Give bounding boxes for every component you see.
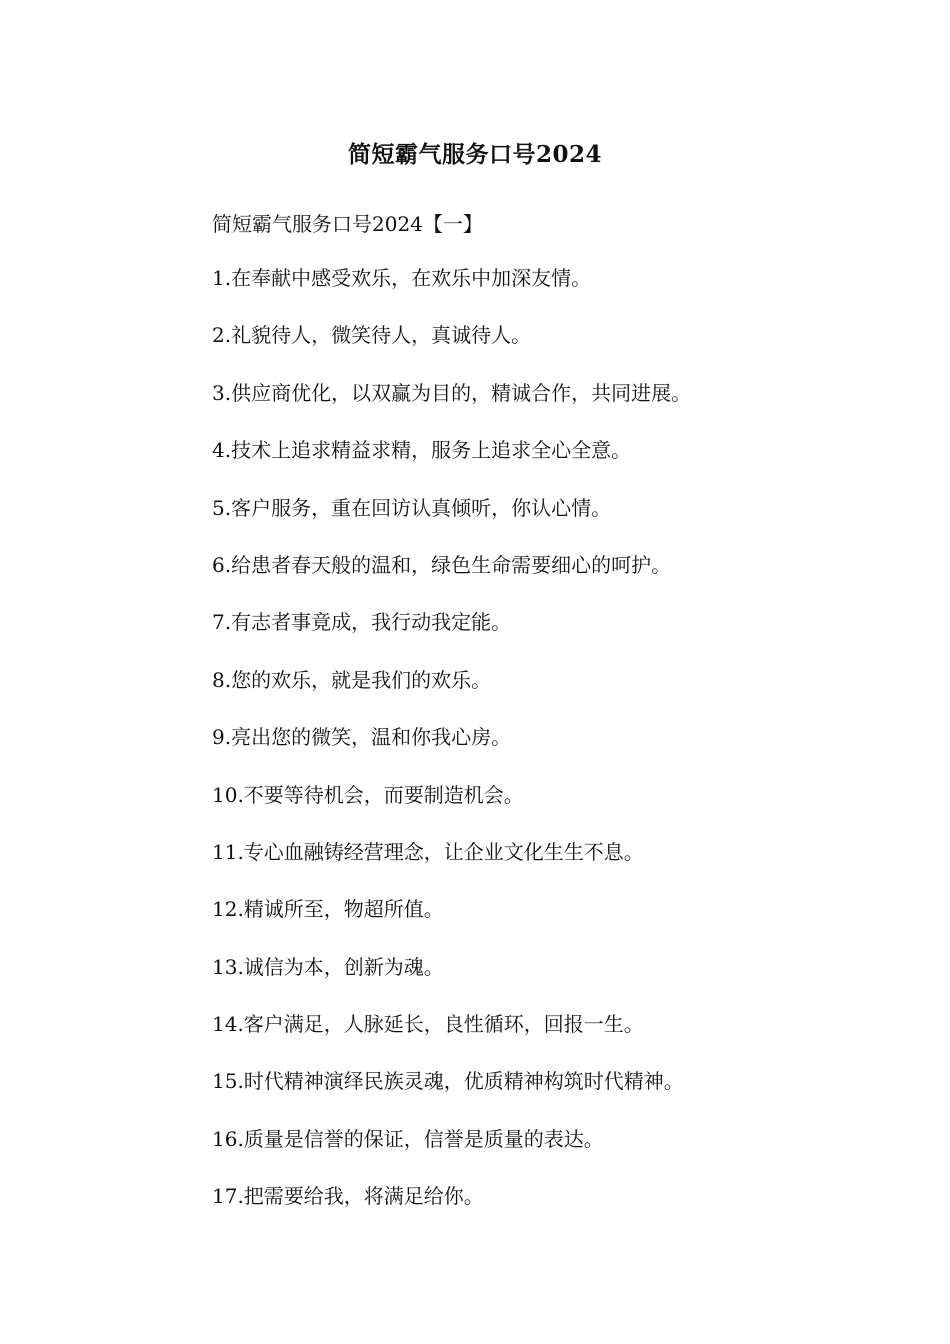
document-title: 简短霸气服务口号2024	[347, 141, 602, 168]
slogan-item: 6.给患者春天般的温和，绿色生命需要细心的呵护。	[212, 552, 672, 577]
slogan-item: 15.时代精神演绎民族灵魂，优质精神构筑时代精神。	[212, 1069, 684, 1094]
slogan-item: 16.质量是信誉的保证，信誉是质量的表达。	[212, 1126, 604, 1151]
slogan-item: 3.供应商优化，以双赢为目的，精诚合作，共同进展。	[212, 380, 692, 405]
slogan-list	[212, 264, 912, 1240]
slogan-item: 2.礼貌待人，微笑待人，真诚待人。	[212, 323, 532, 348]
slogan-item: 9.亮出您的微笑，温和你我心房。	[212, 725, 512, 750]
slogan-item: 14.客户满足，人脉延长，良性循环，回报一生。	[212, 1012, 644, 1037]
slogan-item: 11.专心血融铸经营理念，让企业文化生生不息。	[212, 839, 644, 864]
slogan-item: 4.技术上追求精益求精，服务上追求全心全意。	[212, 438, 632, 463]
slogan-item: 13.诚信为本，创新为魂。	[212, 954, 444, 979]
slogan-item: 10.不要等待机会，而要制造机会。	[212, 782, 524, 807]
slogan-item: 1.在奉献中感受欢乐，在欢乐中加深友情。	[212, 266, 592, 290]
slogan-item: 8.您的欢乐，就是我们的欢乐。	[212, 667, 492, 692]
slogan-item: 5.客户服务，重在回访认真倾听，你认心情。	[212, 495, 612, 520]
slogan-item: 17.把需要给我，将满足给你。	[212, 1184, 484, 1209]
section-heading: 简短霸气服务口号2024【一】	[212, 212, 483, 236]
slogan-item: 7.有志者事竟成，我行动我定能。	[212, 610, 512, 635]
slogan-item: 12.精诚所至，物超所值。	[212, 897, 444, 922]
